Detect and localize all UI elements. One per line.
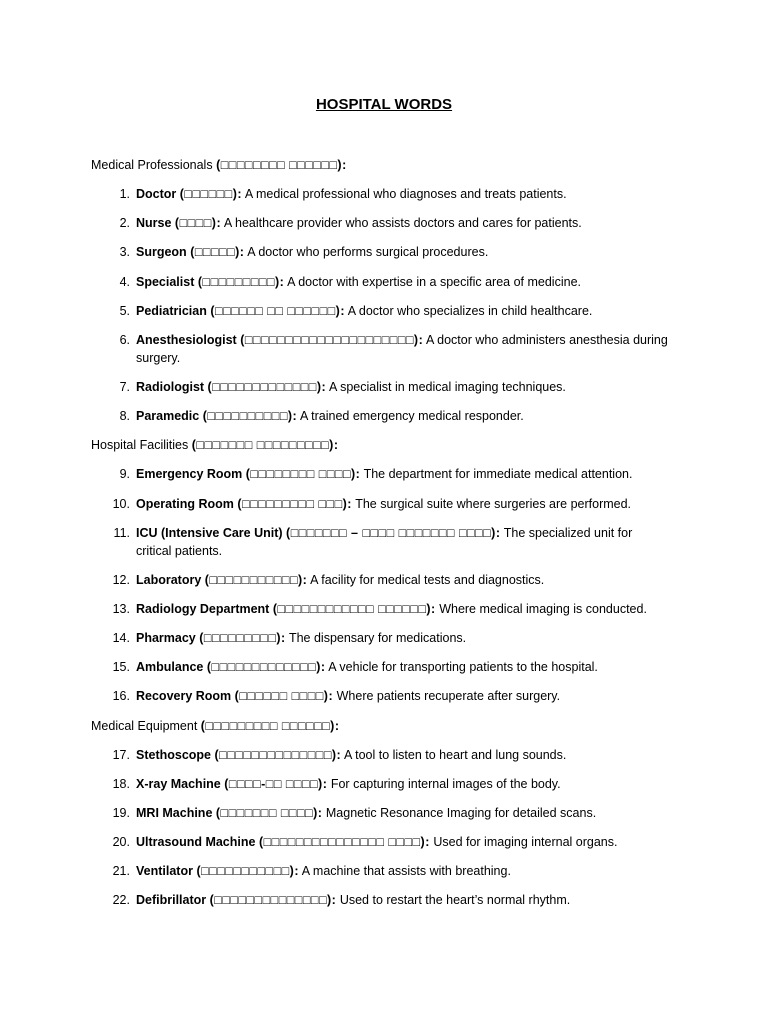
item-text [136,862,668,880]
item-description: A tool to listen to heart and lung sounds. [341,748,567,762]
item-number: 6. [119,333,130,347]
item-text [136,273,668,291]
item-text [136,804,668,822]
section-heading-native: (□□□□□□□□□ □□□□□□): [200,719,340,733]
item-number: 9. [119,467,130,481]
item-text [136,302,668,320]
item-description: For capturing internal images of the body. [327,777,561,791]
item-number: 4. [119,275,130,289]
item-number: 12. [112,573,130,587]
item-text [136,658,668,676]
item-native-term: (□□□□□□□□□□□□□□□ □□□□): [258,835,430,849]
item-term: MRI Machine [136,806,213,820]
item-description: The dispensary for medications. [285,631,467,645]
item-native-term: (□□□□□□ □□□□): [234,689,334,703]
item-native-term: (□□□□□□□□□□□□□): [206,660,326,674]
section-heading-native: (□□□□□□□ □□□□□□□□□): [191,438,339,452]
item-number: 5. [119,304,130,318]
item-number: 19. [112,806,130,820]
item-description: A specialist in medical imaging techniques. [326,380,566,394]
item-term: X-ray Machine [136,777,221,791]
item-text [136,495,668,513]
item-text [136,600,668,618]
page-title: HOSPITAL WORDS [315,96,453,113]
item-term: Surgeon [136,245,187,259]
section-heading-text: Hospital Facilities [91,438,189,452]
item-number: 14. [112,631,130,645]
item-term: Pediatrician [136,304,207,318]
item-number: 22. [112,893,130,907]
item-description: A doctor who administers anesthesia during surgery. [136,333,668,365]
item-term: Stethoscope [136,748,212,762]
item-native-term: (□□□□□□□□□□□): [196,864,299,878]
item-number: 20. [112,835,130,849]
item-term: Ambulance [136,660,204,674]
item-native-term: (□□□□): [174,216,222,230]
item-native-term: (□□□□□□ □□ □□□□□□): [210,304,345,318]
item-text [136,524,668,560]
item-term: Laboratory [136,573,202,587]
item-text [136,214,668,232]
item-term: Nurse [136,216,172,230]
item-description: A doctor who performs surgical procedures. [244,245,489,259]
item-number: 13. [112,602,130,616]
item-description: Used to restart the heart’s normal rhythm. [336,893,571,907]
item-term: Doctor [136,187,177,201]
item-number: 3. [119,245,130,259]
item-native-term: (□□□□□□□□□□□□ □□□□□□): [272,602,436,616]
item-text [136,571,668,589]
item-term: ICU (Intensive Care Unit) [136,526,283,540]
item-description: Magnetic Resonance Imaging for detailed scans. [322,806,597,820]
item-number: 2. [119,216,130,230]
item-native-term: (□□□□□□□□□□): [202,409,298,423]
item-text [136,331,668,367]
section-heading-medical-professionals [91,156,711,174]
item-term: Recovery Room [136,689,232,703]
item-number: 15. [112,660,130,674]
item-number: 21. [112,864,130,878]
item-text [136,746,668,764]
item-native-term: (□□□□□□□□□□□□□□): [209,893,337,907]
item-native-term: (□□□□□): [190,245,245,259]
item-number: 17. [112,748,130,762]
item-term: Specialist [136,275,195,289]
item-native-term: (□□□□□□□□□): [199,631,286,645]
item-text [136,629,668,647]
item-text [136,775,668,793]
item-term: Radiologist [136,380,205,394]
item-text [136,465,668,483]
item-description: A machine that assists with breathing. [299,864,511,878]
item-description: A healthcare provider who assists doctors and cares for patients. [221,216,582,230]
item-description: A trained emergency medical responder. [297,409,524,423]
item-term: Pharmacy [136,631,196,645]
item-text [136,687,668,705]
item-term: Defibrillator [136,893,207,907]
item-native-term: (□□□□□□□ – □□□□ □□□□□□□ □□□□): [286,526,501,540]
item-description: Where medical imaging is conducted. [435,602,647,616]
item-description: A facility for medical tests and diagnostics. [307,573,545,587]
item-native-term: (□□□□□□□□□□□□□□): [214,748,342,762]
item-description: Used for imaging internal organs. [429,835,618,849]
item-description: A doctor with expertise in a specific area of medicine. [284,275,581,289]
item-term: Radiology Department [136,602,270,616]
item-number: 10. [112,497,130,511]
item-description: A doctor who specializes in child healthcare. [345,304,593,318]
item-description: A vehicle for transporting patients to the hospital. [325,660,598,674]
section-heading-medical-equipment [91,717,711,735]
item-native-term: (□□□□□□): [179,187,243,201]
item-number: 1. [119,187,130,201]
item-description: The department for immediate medical attention. [360,467,633,481]
section-heading-text: Medical Professionals [91,158,213,172]
item-description: The surgical suite where surgeries are performed. [351,497,632,511]
item-native-term: (□□□□□□□□□ □□□): [237,497,352,511]
item-native-term: (□□□□□□□□□): [197,275,285,289]
item-native-term: (□□□□□□□□ □□□□): [245,467,361,481]
item-term: Operating Room [136,497,234,511]
item-description: The specialized unit for critical patients. [136,526,633,558]
item-term: Paramedic [136,409,200,423]
item-number: 18. [112,777,130,791]
item-number: 7. [119,380,130,394]
section-heading-native: (□□□□□□□□ □□□□□□): [216,158,347,172]
item-text [136,407,668,425]
item-text [136,833,668,851]
item-text [136,891,668,909]
item-number: 8. [119,409,130,423]
item-description: A medical professional who diagnoses and treats patients. [242,187,567,201]
section-heading-text: Medical Equipment [91,719,198,733]
item-text [136,185,668,203]
item-native-term: (□□□□-□□ □□□□): [224,777,328,791]
item-native-term: (□□□□□□□□□□□□□): [207,380,327,394]
section-heading-hospital-facilities [91,436,711,454]
item-native-term: (□□□□□□□□□□□): [204,573,308,587]
item-term: Emergency Room [136,467,243,481]
item-text [136,378,668,396]
item-term: Ultrasound Machine [136,835,256,849]
item-native-term: (□□□□□□□ □□□□): [215,806,323,820]
item-number: 16. [112,689,130,703]
item-text [136,243,668,261]
item-native-term: (□□□□□□□□□□□□□□□□□□□□□): [240,333,424,347]
item-term: Ventilator [136,864,193,878]
item-description: Where patients recuperate after surgery. [333,689,561,703]
item-term: Anesthesiologist [136,333,237,347]
item-number: 11. [113,526,130,540]
